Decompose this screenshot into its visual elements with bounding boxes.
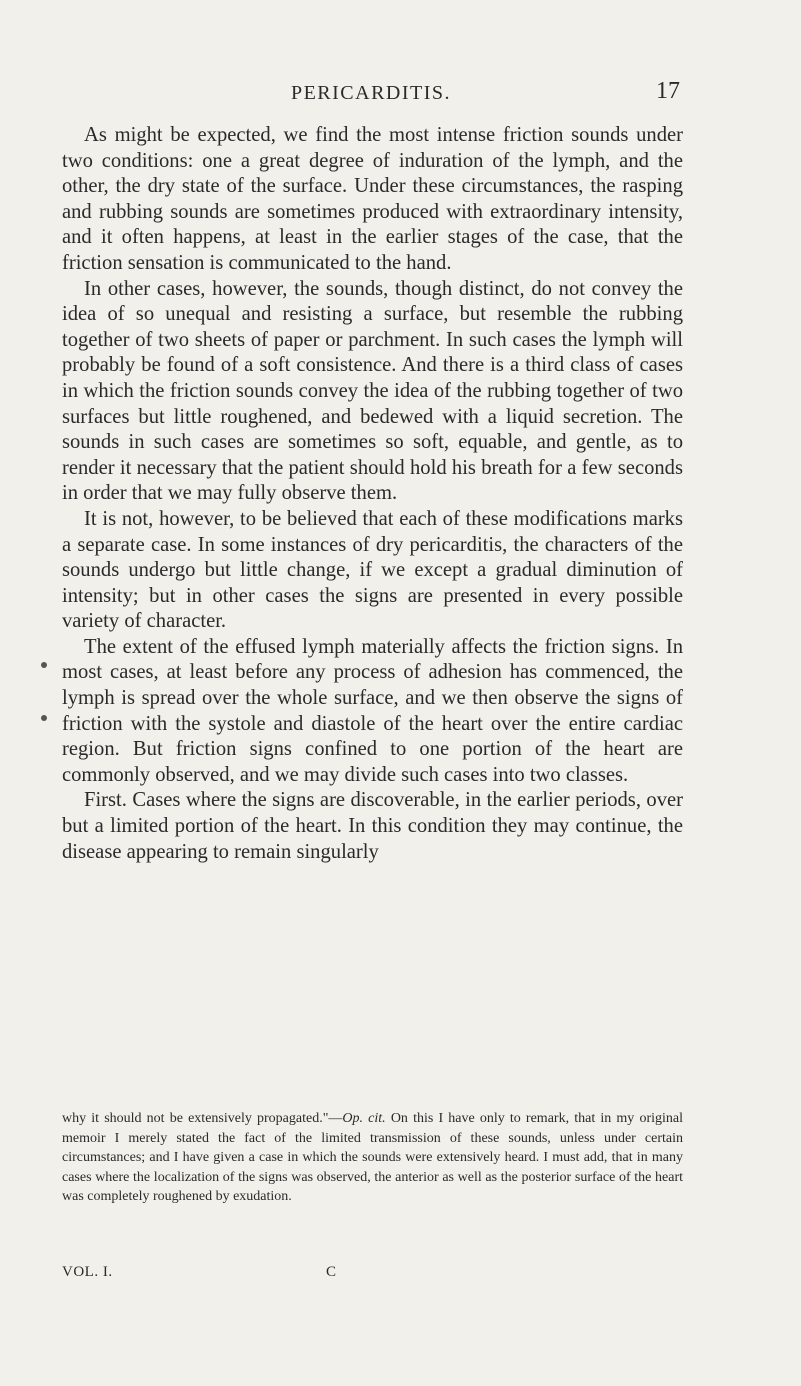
ink-speck <box>41 715 47 721</box>
footnote-text <box>62 1109 683 1207</box>
footnote-remark: On this I have only to remark, that in my original memoir I merely stated the fact of the limited transmission of these sounds, unless under certain circumstances; and I have given a case in which the sounds were extensively heard. I must add, that in many cases where the localization of the signs was observed, the anterior as well as the posterior surface of the heart was completely roughened by exudation. <box>62 1111 683 1204</box>
paragraph: It is not, however, to be believed that each of these modifications marks a separate case. In some instances of dry pericarditis, the characters of the sounds undergo but little change, if we except a gradual diminution of intensity; but in other cases the signs are presented in every possible variety of character. <box>62 507 683 633</box>
footnote-citation: Op. cit. <box>342 1111 386 1126</box>
signature-mark: C <box>326 1264 337 1280</box>
footnote-quote-end: why it should not be extensively propagated."— <box>62 1111 343 1126</box>
paragraph: As might be expected, we find the most intense friction sounds under two conditions: one a great degree of induration of the lymph, and the other, the dry state of the surface. Under these circumstances, the rasping and rubbing sounds are sometimes produced with extraordinary intensity, and it often happens, at least in the earlier stages of the case, that the friction sensation is communicated to the hand. <box>62 124 683 274</box>
body-text <box>62 123 683 865</box>
ink-speck <box>41 662 47 668</box>
paragraph: First. Cases where the signs are discoverable, in the earlier periods, over but a limited portion of the heart. In this condition they may continue, the disease appearing to remain singularly <box>62 789 683 863</box>
page-number: 17 <box>656 78 680 104</box>
volume-label: VOL. I. <box>62 1264 113 1280</box>
signature-line <box>62 1264 683 1286</box>
paragraph: In other cases, however, the sounds, though distinct, do not convey the idea of so unequal and resisting a surface, but resemble the rubbing together of two sheets of paper or parchment. In such cases the lymph will probably be found of a soft consistence. And there is a third class of cases in which the friction sounds convey the idea of the rubbing together of two surfaces but little roughened, and bedewed with a liquid secretion. The sounds in such cases are sometimes so soft, equable, and gentle, as to render it necessary that the patient should hold his breath for a few seconds in order that we may fully observe them. <box>62 277 683 505</box>
footnote <box>62 1109 683 1207</box>
paragraph: The extent of the effused lymph materially affects the friction signs. In most cases, at least before any process of adhesion has commenced, the lymph is spread over the whole surface, and we then observe the signs of friction with the systole and diastole of the heart over the entire cardiac region. But friction signs confined to one portion of the heart are commonly observed, and we may divide such cases into two classes. <box>62 635 683 786</box>
running-head <box>62 80 680 110</box>
running-title: PERICARDITIS. <box>290 82 452 104</box>
